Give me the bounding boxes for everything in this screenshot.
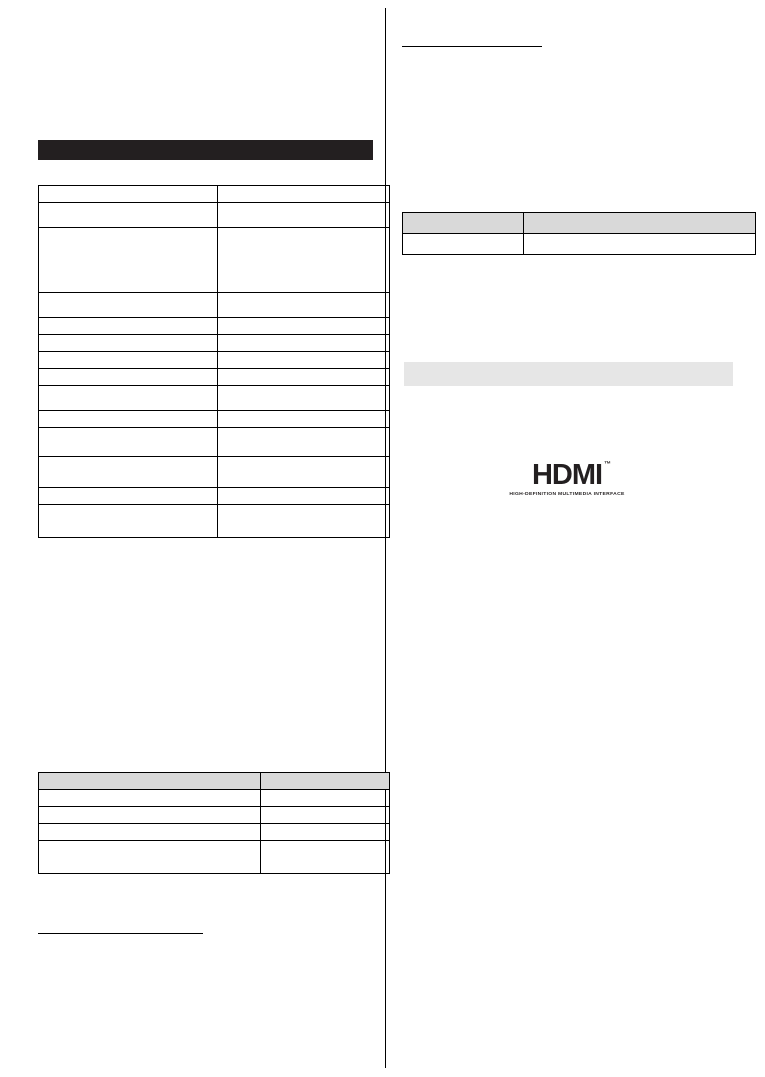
table-header-row (403, 213, 756, 234)
wireless-lan-table (38, 772, 390, 874)
spec-value (218, 203, 390, 228)
column-header (403, 213, 524, 234)
cell (39, 824, 261, 841)
cell (261, 841, 390, 874)
spec-key (39, 457, 218, 488)
country-restriction-table (402, 212, 756, 255)
table-row (39, 186, 390, 203)
spec-value (218, 457, 390, 488)
spec-key (39, 228, 218, 293)
table-header-row (39, 773, 390, 790)
spec-key (39, 186, 218, 203)
hdmi-wordmark-text: HDMI (531, 459, 603, 491)
spec-key (39, 428, 218, 457)
notice-bar (404, 362, 733, 386)
table-row (403, 234, 756, 255)
spec-value (218, 428, 390, 457)
table-row (39, 386, 390, 411)
heading-underline (402, 46, 542, 47)
spec-key (39, 488, 218, 505)
table-row (39, 228, 390, 293)
section-header-bar (38, 140, 373, 160)
table-row (39, 318, 390, 335)
cell (524, 234, 756, 255)
spec-key (39, 352, 218, 369)
specification-table (38, 185, 390, 538)
spec-value (218, 369, 390, 386)
spec-key (39, 335, 218, 352)
spec-value (218, 228, 390, 293)
table-row (39, 457, 390, 488)
spec-key (39, 369, 218, 386)
spec-value (218, 488, 390, 505)
spec-key (39, 386, 218, 411)
spec-key (39, 203, 218, 228)
column-header (261, 773, 390, 790)
cell (261, 790, 390, 807)
spec-key (39, 293, 218, 318)
cell (39, 790, 261, 807)
hdmi-subtitle: HIGH-DEFINITION MULTIMEDIA INTERFACE (509, 491, 625, 497)
column-header (524, 213, 756, 234)
table-row (39, 505, 390, 538)
table-row (39, 807, 390, 824)
table-row (39, 369, 390, 386)
table-row (39, 488, 390, 505)
cell (39, 841, 261, 874)
licences-heading (402, 34, 734, 47)
table-row (39, 790, 390, 807)
trademark-symbol: ™ (604, 461, 611, 468)
cell (403, 234, 524, 255)
spec-value (218, 318, 390, 335)
spec-key (39, 411, 218, 428)
cell (261, 807, 390, 824)
table-row (39, 841, 390, 874)
footnote-rule (38, 933, 203, 934)
table-row (39, 411, 390, 428)
hdmi-wordmark (531, 459, 611, 491)
spec-value (218, 411, 390, 428)
table-row (39, 824, 390, 841)
spec-value (218, 186, 390, 203)
spec-key (39, 318, 218, 335)
spec-key (39, 505, 218, 538)
hdmi-logo (497, 460, 637, 497)
table-row (39, 428, 390, 457)
table-row (39, 335, 390, 352)
cell (39, 807, 261, 824)
column-divider (385, 8, 386, 1068)
table-row (39, 352, 390, 369)
spec-value (218, 293, 390, 318)
cell (261, 824, 390, 841)
table-row (39, 203, 390, 228)
spec-value (218, 335, 390, 352)
spec-value (218, 505, 390, 538)
column-header (39, 773, 261, 790)
spec-value (218, 386, 390, 411)
spec-value (218, 352, 390, 369)
table-row (39, 293, 390, 318)
